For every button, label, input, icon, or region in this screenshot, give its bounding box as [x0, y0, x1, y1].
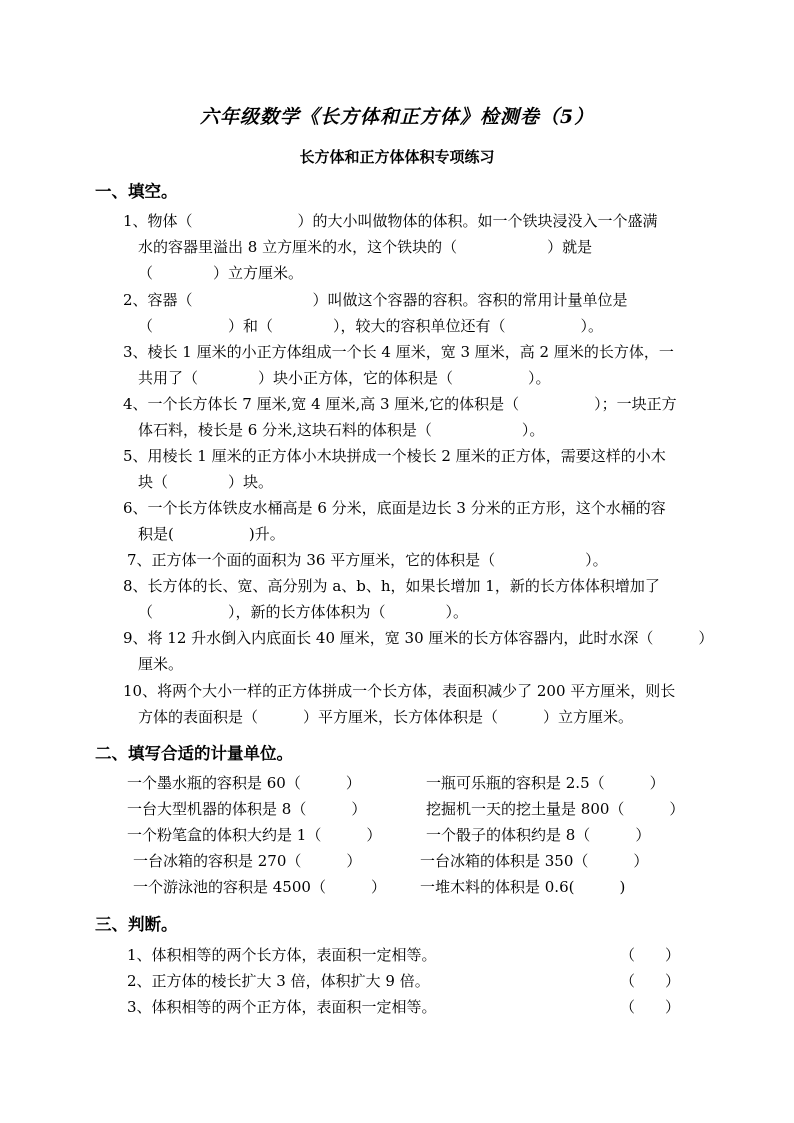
question-line: 5、用棱长 1 厘米的正方体小木块拼成一个棱长 2 厘米的正方体，需要这样的小木	[123, 447, 666, 465]
unit-item-right: 一堆木料的体积是 0.6( )	[420, 878, 626, 896]
question-line: 4、一个长方体长 7 厘米,宽 4 厘米,高 3 厘米,它的体积是（ ）；一块正方	[123, 395, 677, 413]
question-line: 10、将两个大小一样的正方体拼成一个长方体，表面积减少了 200 平方厘米，则长	[123, 682, 676, 700]
question-line: （ ），新的长方体体积为（ ）。	[138, 603, 469, 621]
unit-item-right: 一个骰子的体积约是 8（ ）	[426, 826, 651, 844]
question-line: 1、物体（ ）的大小叫做物体的体积。如一个铁块浸没入一个盛满	[123, 212, 658, 230]
judgement-answer-blank: （ ）	[620, 946, 681, 964]
judgement-statement: 1、体积相等的两个长方体，表面积一定相等。	[127, 946, 437, 964]
question-line: 8、长方体的长、宽、高分别为 a、b、h，如果长增加 1，新的长方体体积增加了	[123, 577, 660, 595]
question-line: 水的容器里溢出 8 立方厘米的水，这个铁块的（ ）就是	[138, 238, 593, 256]
unit-item-left: 一台大型机器的体积是 8（ ）	[127, 800, 367, 818]
question-line: 6、一个长方体铁皮水桶高是 6 分米，底面是边长 3 分米的正方形，这个水桶的容	[123, 499, 666, 517]
question-line: 7、正方体一个面的面积为 36 平方厘米，它的体积是（ ）。	[127, 551, 608, 569]
question-line: 体石料，棱长是 6 分米,这块石料的体积是（ ）。	[138, 421, 545, 439]
section-heading-units: 二、填写合适的计量单位。	[95, 744, 293, 763]
question-line: 9、将 12 升水倒入内底面长 40 厘米，宽 30 厘米的长方体容器内，此时水深（ ）	[123, 629, 714, 647]
question-line: （ ）和（ ），较大的容积单位还有（ ）。	[138, 317, 604, 335]
unit-item-right: 挖掘机一天的挖土量是 800（ ）	[426, 800, 685, 818]
judgement-answer-blank: （ ）	[620, 998, 681, 1016]
page-title: 六年级数学《长方体和正方体》检测卷（5）	[199, 106, 595, 128]
unit-item-left: 一个游泳池的容积是 4500（ ）	[133, 878, 386, 896]
question-line: 块（ ）块。	[138, 473, 274, 491]
question-line: 2、容器（ ）叫做这个容器的容积。容积的常用计量单位是	[123, 291, 628, 309]
unit-item-left: 一个墨水瓶的容积是 60（ ）	[127, 774, 361, 792]
question-line: 积是( )升。	[138, 525, 285, 543]
unit-item-right: 一台冰箱的体积是 350（ ）	[420, 852, 649, 870]
unit-item-left: 一个粉笔盒的体积大约是 1（ ）	[127, 826, 382, 844]
question-line: 共用了（ ）块小正方体，它的体积是（ ）。	[138, 369, 551, 387]
section-heading-fill-blanks: 一、填空。	[95, 182, 178, 201]
question-line: 方体的表面积是（ ）平方厘米，长方体体积是（ ）立方厘米。	[138, 708, 634, 726]
question-line: 3、棱长 1 厘米的小正方体组成一个长 4 厘米，宽 3 厘米，高 2 厘米的长方体，一	[123, 343, 674, 361]
unit-item-left: 一台冰箱的容积是 270（ ）	[133, 852, 362, 870]
question-line: 厘米。	[138, 655, 184, 673]
section-heading-judgement: 三、判断。	[95, 915, 178, 934]
judgement-statement: 3、体积相等的两个正方体，表面积一定相等。	[127, 998, 437, 1016]
unit-item-right: 一瓶可乐瓶的容积是 2.5（ ）	[426, 774, 665, 792]
judgement-answer-blank: （ ）	[620, 972, 681, 990]
judgement-statement: 2、正方体的棱长扩大 3 倍，体积扩大 9 倍。	[127, 972, 430, 990]
question-line: （ ）立方厘米。	[138, 264, 304, 282]
page-subtitle: 长方体和正方体体积专项练习	[299, 148, 495, 166]
